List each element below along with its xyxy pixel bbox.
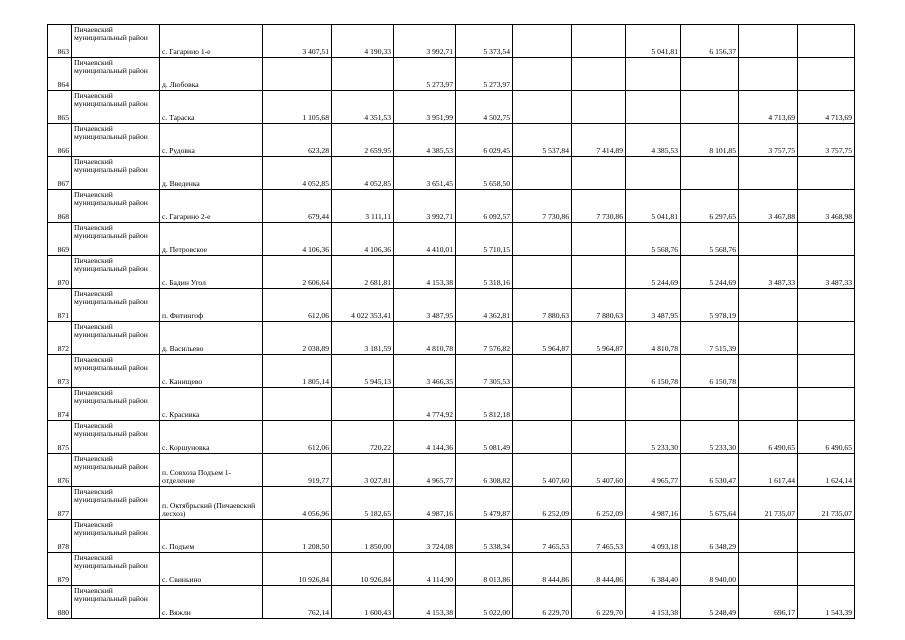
value-cell: 696,17 — [739, 586, 798, 619]
value-cell — [739, 289, 798, 322]
value-cell: 8 444,86 — [513, 553, 572, 586]
value-cell — [572, 25, 626, 58]
value-cell: 3 951,99 — [394, 91, 456, 124]
table-row — [48, 388, 855, 421]
row-number-cell: 868 — [48, 190, 72, 223]
value-cell — [798, 520, 855, 553]
value-cell: 5 041,81 — [626, 25, 681, 58]
value-cell — [513, 355, 572, 388]
row-number-cell: 877 — [48, 487, 72, 520]
value-cell: 4 810,78 — [394, 322, 456, 355]
value-cell — [572, 58, 626, 91]
table-row — [48, 487, 855, 520]
value-cell — [513, 157, 572, 190]
settlement-cell: с. Гагарино 2-е — [160, 190, 263, 223]
value-cell: 1 208,50 — [263, 520, 332, 553]
value-cell: 6 150,78 — [681, 355, 739, 388]
value-cell — [626, 91, 681, 124]
value-cell: 7 730,86 — [572, 190, 626, 223]
settlement-cell: с. Канищево — [160, 355, 263, 388]
row-number-cell: 872 — [48, 322, 72, 355]
row-number-cell: 875 — [48, 421, 72, 454]
value-cell — [572, 421, 626, 454]
value-cell — [513, 256, 572, 289]
district-cell: Пичаевский муниципальный район — [72, 157, 160, 190]
value-cell: 7 880,63 — [513, 289, 572, 322]
value-cell: 3 027,81 — [332, 454, 394, 487]
value-cell: 612,06 — [263, 421, 332, 454]
value-cell: 5 945,13 — [332, 355, 394, 388]
value-cell: 3 757,75 — [798, 124, 855, 157]
district-cell: Пичаевский муниципальный район — [72, 388, 160, 421]
row-number-cell: 879 — [48, 553, 72, 586]
row-number-cell: 869 — [48, 223, 72, 256]
value-cell: 4 987,16 — [394, 487, 456, 520]
value-cell: 6 490,65 — [798, 421, 855, 454]
value-cell: 5 248,49 — [681, 586, 739, 619]
value-cell: 8 444,86 — [572, 553, 626, 586]
district-cell: Пичаевский муниципальный район — [72, 322, 160, 355]
value-cell: 2 681,81 — [332, 256, 394, 289]
value-cell — [263, 388, 332, 421]
table-row — [48, 25, 855, 58]
value-cell — [739, 322, 798, 355]
value-cell: 4 351,53 — [332, 91, 394, 124]
table-row — [48, 289, 855, 322]
value-cell: 5 273,97 — [456, 58, 513, 91]
value-cell: 5 318,16 — [456, 256, 513, 289]
value-cell: 5 568,76 — [626, 223, 681, 256]
district-cell: Пичаевский муниципальный район — [72, 553, 160, 586]
value-cell: 7 576,82 — [456, 322, 513, 355]
value-cell: 5 022,00 — [456, 586, 513, 619]
table-body — [48, 25, 855, 619]
value-cell: 21 735,07 — [798, 487, 855, 520]
settlement-cell: с. Коршуновка — [160, 421, 263, 454]
value-cell: 4 106,36 — [263, 223, 332, 256]
row-number-cell: 865 — [48, 91, 72, 124]
value-cell: 2 606,64 — [263, 256, 332, 289]
value-cell — [513, 421, 572, 454]
table-row — [48, 553, 855, 586]
value-cell: 4 052,85 — [332, 157, 394, 190]
value-cell: 4 144,36 — [394, 421, 456, 454]
table-row — [48, 520, 855, 553]
value-cell — [681, 58, 739, 91]
value-cell: 4 410,01 — [394, 223, 456, 256]
district-cell: Пичаевский муниципальный район — [72, 91, 160, 124]
table-row — [48, 454, 855, 487]
value-cell — [798, 553, 855, 586]
value-cell: 6 229,70 — [513, 586, 572, 619]
value-cell: 5 568,76 — [681, 223, 739, 256]
value-cell — [572, 256, 626, 289]
value-cell: 7 465,53 — [572, 520, 626, 553]
value-cell: 6 150,78 — [626, 355, 681, 388]
value-cell: 5 964,87 — [513, 322, 572, 355]
value-cell: 6 092,57 — [456, 190, 513, 223]
value-cell: 1 624,14 — [798, 454, 855, 487]
value-cell — [332, 388, 394, 421]
value-cell: 4 987,16 — [626, 487, 681, 520]
value-cell — [739, 25, 798, 58]
value-cell: 4 190,33 — [332, 25, 394, 58]
district-cell: Пичаевский муниципальный район — [72, 454, 160, 487]
value-cell: 919,77 — [263, 454, 332, 487]
value-cell — [681, 388, 739, 421]
value-cell — [513, 388, 572, 421]
row-number-cell: 870 — [48, 256, 72, 289]
value-cell — [626, 388, 681, 421]
table-row — [48, 223, 855, 256]
district-cell: Пичаевский муниципальный район — [72, 520, 160, 553]
value-cell: 3 992,71 — [394, 25, 456, 58]
table-row — [48, 91, 855, 124]
value-cell: 4 965,77 — [394, 454, 456, 487]
value-cell — [739, 355, 798, 388]
value-cell: 4 502,75 — [456, 91, 513, 124]
value-cell: 5 675,64 — [681, 487, 739, 520]
row-number-cell: 874 — [48, 388, 72, 421]
tariff-table — [47, 24, 855, 619]
value-cell: 3 181,59 — [332, 322, 394, 355]
value-cell — [681, 157, 739, 190]
value-cell: 4 362,81 — [456, 289, 513, 322]
value-cell: 7 465,53 — [513, 520, 572, 553]
value-cell: 5 244,69 — [681, 256, 739, 289]
district-cell: Пичаевский муниципальный район — [72, 355, 160, 388]
value-cell: 5 081,49 — [456, 421, 513, 454]
value-cell: 5 041,81 — [626, 190, 681, 223]
value-cell: 6 029,45 — [456, 124, 513, 157]
value-cell — [626, 157, 681, 190]
value-cell: 5 479,87 — [456, 487, 513, 520]
value-cell: 5 338,34 — [456, 520, 513, 553]
row-number-cell: 866 — [48, 124, 72, 157]
value-cell: 4 114,90 — [394, 553, 456, 586]
value-cell: 3 468,98 — [798, 190, 855, 223]
value-cell: 7 730,86 — [513, 190, 572, 223]
value-cell: 10 926,84 — [263, 553, 332, 586]
value-cell: 4 153,38 — [394, 586, 456, 619]
value-cell: 4 093,18 — [626, 520, 681, 553]
value-cell: 1 805,14 — [263, 355, 332, 388]
settlement-cell: с. Вяжли — [160, 586, 263, 619]
table-row — [48, 322, 855, 355]
row-number-cell: 863 — [48, 25, 72, 58]
value-cell — [513, 58, 572, 91]
value-cell: 5 407,60 — [513, 454, 572, 487]
value-cell: 3 724,08 — [394, 520, 456, 553]
value-cell — [739, 553, 798, 586]
table-row — [48, 124, 855, 157]
value-cell: 762,14 — [263, 586, 332, 619]
district-cell: Пичаевский муниципальный район — [72, 421, 160, 454]
value-cell: 6 490,65 — [739, 421, 798, 454]
value-cell: 8 101,85 — [681, 124, 739, 157]
district-cell: Пичаевский муниципальный район — [72, 58, 160, 91]
value-cell: 21 735,07 — [739, 487, 798, 520]
value-cell — [572, 157, 626, 190]
value-cell — [681, 91, 739, 124]
value-cell — [263, 58, 332, 91]
value-cell: 5 407,60 — [572, 454, 626, 487]
value-cell: 5 812,18 — [456, 388, 513, 421]
value-cell: 4 106,36 — [332, 223, 394, 256]
value-cell: 1 850,00 — [332, 520, 394, 553]
row-number-cell: 873 — [48, 355, 72, 388]
table-row — [48, 421, 855, 454]
value-cell: 5 233,30 — [626, 421, 681, 454]
district-cell: Пичаевский муниципальный район — [72, 124, 160, 157]
value-cell: 5 373,54 — [456, 25, 513, 58]
settlement-cell: с. Тараска — [160, 91, 263, 124]
value-cell: 7 414,89 — [572, 124, 626, 157]
value-cell — [739, 58, 798, 91]
value-cell: 679,44 — [263, 190, 332, 223]
row-number-cell: 867 — [48, 157, 72, 190]
value-cell: 6 384,40 — [626, 553, 681, 586]
district-cell: Пичаевский муниципальный район — [72, 223, 160, 256]
value-cell: 4 056,96 — [263, 487, 332, 520]
value-cell — [798, 58, 855, 91]
value-cell — [572, 355, 626, 388]
value-cell: 2 038,89 — [263, 322, 332, 355]
value-cell — [739, 223, 798, 256]
value-cell: 5 978,19 — [681, 289, 739, 322]
value-cell — [798, 25, 855, 58]
value-cell: 5 182,65 — [332, 487, 394, 520]
value-cell — [513, 25, 572, 58]
value-cell: 3 757,75 — [739, 124, 798, 157]
value-cell: 4 022 353,41 — [332, 289, 394, 322]
value-cell: 3 111,11 — [332, 190, 394, 223]
value-cell: 1 543,39 — [798, 586, 855, 619]
value-cell — [572, 91, 626, 124]
settlement-cell: с. Рудовка — [160, 124, 263, 157]
settlement-cell: с. Свиньино — [160, 553, 263, 586]
settlement-cell: с. Бадин Угол — [160, 256, 263, 289]
row-number-cell: 864 — [48, 58, 72, 91]
settlement-cell: с. Подъем — [160, 520, 263, 553]
value-cell — [798, 388, 855, 421]
value-cell: 4 385,53 — [626, 124, 681, 157]
row-number-cell: 871 — [48, 289, 72, 322]
settlement-cell: п. Фитингоф — [160, 289, 263, 322]
table-row — [48, 157, 855, 190]
value-cell — [798, 223, 855, 256]
settlement-cell: д. Петровское — [160, 223, 263, 256]
value-cell: 623,28 — [263, 124, 332, 157]
value-cell: 3 407,51 — [263, 25, 332, 58]
value-cell: 7 515,39 — [681, 322, 739, 355]
value-cell — [798, 322, 855, 355]
district-cell: Пичаевский муниципальный район — [72, 289, 160, 322]
table-row — [48, 586, 855, 619]
value-cell: 3 487,33 — [739, 256, 798, 289]
value-cell: 3 487,33 — [798, 256, 855, 289]
settlement-cell: с. Красивка — [160, 388, 263, 421]
value-cell: 3 487,95 — [394, 289, 456, 322]
value-cell — [572, 388, 626, 421]
value-cell: 3 466,35 — [394, 355, 456, 388]
table-row — [48, 58, 855, 91]
value-cell — [513, 91, 572, 124]
district-cell: Пичаевский муниципальный район — [72, 190, 160, 223]
value-cell: 6 156,37 — [681, 25, 739, 58]
value-cell: 612,06 — [263, 289, 332, 322]
value-cell: 6 308,82 — [456, 454, 513, 487]
settlement-cell: п. Октябрьский (Пичаевский лесхоз) — [160, 487, 263, 520]
value-cell: 8 940,00 — [681, 553, 739, 586]
district-cell: Пичаевский муниципальный район — [72, 586, 160, 619]
value-cell: 6 348,29 — [681, 520, 739, 553]
value-cell: 1 600,43 — [332, 586, 394, 619]
value-cell: 4 385,53 — [394, 124, 456, 157]
value-cell — [798, 355, 855, 388]
district-cell: Пичаевский муниципальный район — [72, 487, 160, 520]
value-cell: 6 530,47 — [681, 454, 739, 487]
value-cell — [739, 388, 798, 421]
value-cell — [739, 157, 798, 190]
row-number-cell: 880 — [48, 586, 72, 619]
table-row — [48, 190, 855, 223]
value-cell — [513, 223, 572, 256]
value-cell: 4 810,78 — [626, 322, 681, 355]
value-cell: 1 617,44 — [739, 454, 798, 487]
value-cell: 3 487,95 — [626, 289, 681, 322]
value-cell: 720,22 — [332, 421, 394, 454]
district-cell: Пичаевский муниципальный район — [72, 256, 160, 289]
value-cell: 4 052,85 — [263, 157, 332, 190]
settlement-cell: д. Любовка — [160, 58, 263, 91]
value-cell: 3 467,88 — [739, 190, 798, 223]
value-cell: 10 926,84 — [332, 553, 394, 586]
value-cell: 4 965,77 — [626, 454, 681, 487]
value-cell — [626, 58, 681, 91]
value-cell: 4 153,38 — [394, 256, 456, 289]
value-cell — [798, 157, 855, 190]
row-number-cell: 876 — [48, 454, 72, 487]
value-cell: 4 774,92 — [394, 388, 456, 421]
table-row — [48, 355, 855, 388]
value-cell: 6 229,70 — [572, 586, 626, 619]
value-cell: 5 537,84 — [513, 124, 572, 157]
value-cell: 3 651,45 — [394, 157, 456, 190]
value-cell: 5 710,15 — [456, 223, 513, 256]
value-cell: 4 153,38 — [626, 586, 681, 619]
value-cell — [572, 223, 626, 256]
value-cell: 5 233,30 — [681, 421, 739, 454]
value-cell: 6 297,65 — [681, 190, 739, 223]
settlement-cell: д. Васильево — [160, 322, 263, 355]
value-cell: 6 252,09 — [572, 487, 626, 520]
value-cell: 5 964,87 — [572, 322, 626, 355]
value-cell: 8 013,86 — [456, 553, 513, 586]
value-cell — [739, 520, 798, 553]
settlement-cell: п. Совхоза Подъем 1-отделение — [160, 454, 263, 487]
value-cell: 7 880,63 — [572, 289, 626, 322]
value-cell: 3 992,71 — [394, 190, 456, 223]
settlement-cell: с. Гагарино 1-е — [160, 25, 263, 58]
row-number-cell: 878 — [48, 520, 72, 553]
value-cell: 4 713,69 — [798, 91, 855, 124]
value-cell: 5 244,69 — [626, 256, 681, 289]
value-cell: 1 105,68 — [263, 91, 332, 124]
value-cell: 5 658,50 — [456, 157, 513, 190]
value-cell: 4 713,69 — [739, 91, 798, 124]
value-cell: 5 273,97 — [394, 58, 456, 91]
value-cell: 2 659,95 — [332, 124, 394, 157]
table-row — [48, 256, 855, 289]
value-cell: 7 305,53 — [456, 355, 513, 388]
value-cell: 6 252,09 — [513, 487, 572, 520]
value-cell — [798, 289, 855, 322]
settlement-cell: д. Введенка — [160, 157, 263, 190]
value-cell — [332, 58, 394, 91]
district-cell: Пичаевский муниципальный район — [72, 25, 160, 58]
